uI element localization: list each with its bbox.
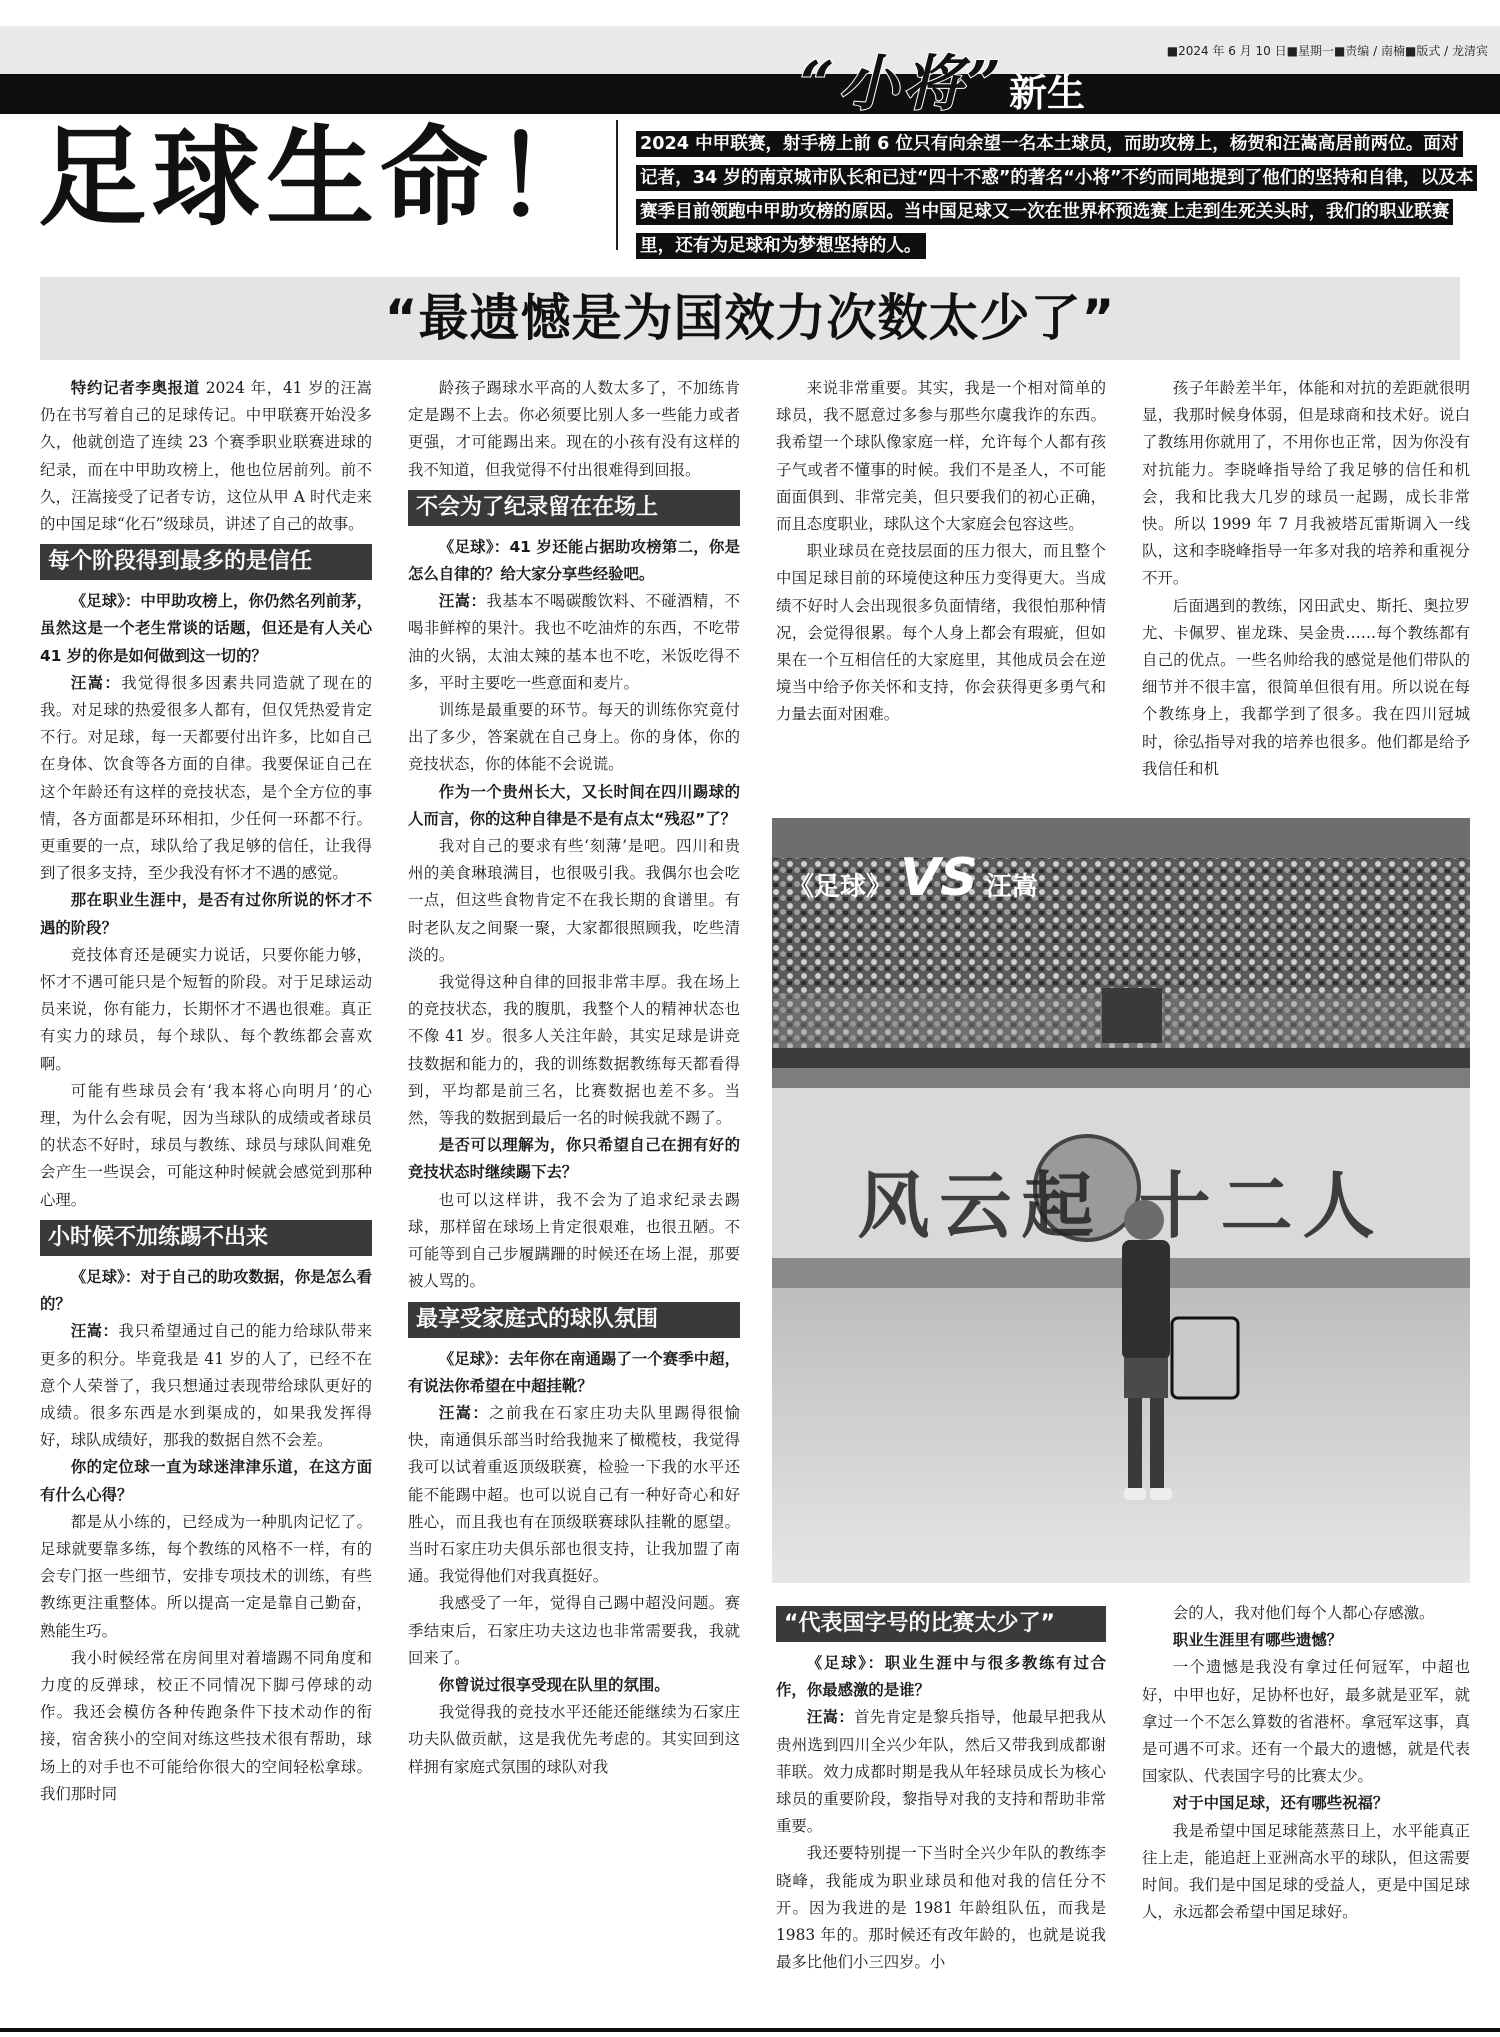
- column-5: [776, 1600, 1106, 1976]
- answer-text: 训练是最重要的环节。每天的训练你究竟付出了多少，答案就在自己身上。你的身体，你的竞技状态，你的体能不会说谎。: [408, 701, 740, 774]
- answer-text: 我对自己的要求有些‘刻薄’是吧。四川和贵州的美食琳琅满目，也很吸引我。我偶尔也会吃一点，但这些食物肯定不在我长期的食谱里。有时老队友之间聚一聚，大家都很照顾我，吃些清淡的。: [408, 837, 740, 964]
- intro-text: 2024 中甲联赛，射手榜上前 6 位只有向余望一名本土球员，而助攻榜上，杨贺和汪嵩高居前两位。面对记者，34 岁的南京城市队长和已过“四十不惑”的著名“小将”不约而同地提到了他们的坚持和自律，以及本赛季目前领跑中甲助攻榜的原因。当中国足球又一次在世界杯预选赛上走到生死关头时，我们的职业联赛里，还有为足球和为梦想坚持的人。: [636, 131, 1477, 259]
- byline: 特约记者李奥报道: [70, 379, 201, 397]
- question: 是否可以理解为，你只希望自己在拥有好的竞技状态时继续踢下去？: [408, 1136, 740, 1182]
- photo-caption: [788, 848, 1038, 908]
- section-kicker: [800, 30, 1086, 119]
- answer-text: 孩子年龄差半年，体能和对抗的差距就很明显，我那时候身体弱，但是球商和技术好。说白了教练用你就用了，不用你也正常，因为你没有对抗能力。李晓峰指导给了我足够的信任和机会，我和比我大几岁的球员一起踢，成长非常快。所以 1999 年 7 月我被塔瓦雷斯调入一线队，这和李晓峰指导一年多对我的培养和重视分不开。: [1142, 379, 1470, 588]
- answer-text: 都是从小练的，已经成为一种肌肉记忆了。足球就要靠多练，每个教练的风格不一样，有的会专门抠一些细节，安排专项技术的训练，有些教练更注重整体。所以提高一定是靠自己勤奋，熟能生巧。: [40, 1512, 372, 1640]
- masthead-black-bar: [0, 71, 1500, 115]
- answer-text: 我基本不喝碳酸饮料、不碰酒精，不喝非鲜榨的果汁。我也不吃油炸的东西，不吃带油的火锅，太油太辣的基本也不吃，米饭吃得不多，平时主要吃一些意面和麦片。: [408, 592, 740, 692]
- section-heading-record: 不会为了纪录留在在场上: [408, 490, 740, 526]
- title-divider: [616, 120, 618, 250]
- question: 《足球》：职业生涯中与很多教练有过合作，你最感激的是谁？: [776, 1654, 1106, 1700]
- answer-text: 我是希望中国足球能蒸蒸日上，水平能真正往上走，能追赶上亚洲高水平的球队，但这需要时间。我们是中国足球的受益人，更是中国足球人，永远都会希望中国足球好。: [1142, 1821, 1470, 1922]
- column-1: [40, 375, 372, 1808]
- answer-text: 后面遇到的教练，冈田武史、斯托、奥拉罗尤、卡佩罗、崔龙珠、吴金贵……每个教练都有自己的优点。一些名帅给我的感觉是他们带队的细节并不很丰富，很简单但很有用。所以说在每个教练身上，我都学到了很多。我在四川冠城时，徐弘指导对我的培养也很多。他们都是给予我信任和机: [1142, 596, 1470, 778]
- answer-text: 会的人，我对他们每个人都心存感激。: [1172, 1604, 1435, 1622]
- answer-text: 我感受了一年，觉得自己踢中超没问题。赛季结束后，石家庄功夫这边也非常需要我，我就回来了。: [408, 1594, 740, 1667]
- answer-text: 我觉得这种自律的回报非常丰厚。我在场上的竞技状态，我的腹肌，我整个人的精神状态也不像 41 岁。很多人关注年龄，其实足球是讲竞技数据和能力的，我的训练数据教练每天都看得到，平均都是前三名，比赛数据也差不多。当然，等我的数据到最后一名的时候我就不踢了。: [408, 973, 740, 1128]
- question: 《足球》：去年你在南通踢了一个赛季中超，有说法你希望在中超挂靴？: [408, 1349, 740, 1395]
- answer-text: 我觉得我的竞技水平还能还能继续为石家庄功夫队做贡献，这是我优先考虑的。其实回到这样拥有家庭式氛围的球队对我: [408, 1703, 740, 1776]
- column-2: [408, 375, 740, 1781]
- section-heading-childhood: 小时候不加练踢不出来: [40, 1220, 372, 1256]
- kicker-main: “小将”: [800, 49, 1006, 119]
- answer-text: 之前我在石家庄功夫队里踢得很愉快，南通俱乐部当时给我抛来了橄榄枝，我觉得我可以试着重返顶级联赛，检验一下我的水平还能不能踢中超。也可以说自己有一种好奇心和好胜心，而且我也有在顶级联赛球队挂靴的愿望。当时石家庄功夫俱乐部也很支持，让我加盟了南通。我觉得他们对我真挺好。: [408, 1403, 740, 1586]
- question: 作为一个贵州长大，又长时间在四川踢球的人而言，你的这种自律是不是有点太“残忍”了？: [408, 782, 740, 828]
- answer-text: 我只希望通过自己的能力给球队带来更多的积分。毕竟我是 41 岁的人了，已经不在意个人荣誉了，我只想通过表现带给球队更好的成绩。很多东西是水到渠成的，如果我发挥得好，球队成绩好，那我的数据自然不会差。: [40, 1322, 372, 1450]
- question: 你的定位球一直为球迷津津乐道，在这方面有什么心得？: [40, 1458, 372, 1504]
- stadium-banner-text: 风云起 十二人: [857, 1163, 1385, 1248]
- speaker-name: 汪嵩：: [70, 673, 122, 692]
- answer-text: 首先肯定是黎兵指导，他最早把我从贵州选到四川全兴少年队，然后又带我到成都谢菲联。效力成都时期是我从年轻球员成长为核心球员的重要阶段，黎指导对我的支持和帮助非常重要。: [776, 1708, 1106, 1836]
- page-title: 足球生命！: [38, 115, 609, 241]
- column-3: [776, 375, 1106, 729]
- caption-vs: VS: [900, 848, 978, 908]
- caption-right: 汪嵩: [985, 872, 1038, 902]
- speaker-name: 汪嵩：: [806, 1708, 855, 1727]
- answer-text: 可能有些球员会有‘我本将心向明月’的心理，为什么会有呢，因为当球队的成绩或者球员的状态不好时，球员与教练、球员与球队间难免会产生一些误会，可能这种时候就会感觉到那种心理。: [40, 1081, 372, 1209]
- kicker-sub: 新生: [1009, 71, 1086, 115]
- section-heading-family: 最享受家庭式的球队氛围: [408, 1302, 740, 1338]
- question: 对于中国足球，还有哪些祝福？: [1172, 1794, 1389, 1813]
- section-heading-national: “代表国字号的比赛太少了”: [776, 1606, 1106, 1642]
- speaker-name: 汪嵩：: [438, 592, 487, 611]
- question: 那在职业生涯中，是否有过你所说的怀才不遇的阶段？: [40, 891, 372, 937]
- answer-text: 我觉得很多因素共同造就了现在的我。对足球的热爱很多人都有，但仅凭热爱肯定不行。对足球，每一天都要付出许多，比如自己在身体、饮食等各方面的自律。我要保证自己在这个年龄还有这样的竞技状态，是个全方位的事情，各方面都是环环相扣，少任何一环都不行。更重要的一点，球队给了我足够的信任，让我得到了很多支持，至少我没有怀才不遇的感觉。: [40, 673, 372, 883]
- column-4: [1142, 375, 1470, 783]
- answer-text: 我小时候经常在房间里对着墙踢不同角度和力度的反弹球，校正不同情况下脚弓停球的动作。我还会模仿各种传跑条件下技术动作的衔接，宿舍狭小的空间对练这些技术很有帮助，球场上的对手也不可能给你很大的空间轻松拿球。我们那时同: [40, 1648, 372, 1803]
- answer-text: 来说非常重要。其实，我是一个相对简单的球员，我不愿意过多参与那些尔虞我诈的东西。我希望一个球队像家庭一样，允许每个人都有孩子气或者不懂事的时候。我们不是圣人，不可能面面俱到、非常完美，但只要我们的初心正确，而且态度职业，球队这个大家庭会包容这些。: [776, 379, 1106, 534]
- answer-text: 竞技体育还是硬实力说话，只要你能力够，怀才不遇可能只是个短暂的阶段。对于足球运动员来说，你有能力，长期怀才不遇也很难。真正有实力的球员，每个球队、每个教练都会喜欢啊。: [40, 945, 372, 1073]
- answer-text: 龄孩子踢球水平高的人数太多了，不加练肯定是踢不上去。你必须要比别人多一些能力或者更强，才可能踢出来。现在的小孩有没有这样的我不知道，但我觉得不付出很难得到回报。: [408, 379, 740, 479]
- question: 你曾说过很享受现在队里的氛围。: [438, 1675, 670, 1694]
- answer-text: 也可以这样讲，我不会为了追求纪录去踢球，那样留在球场上肯定很艰难，也很丑陋。不可能等到自己步履蹒跚的时候还在场上混，那要被人骂的。: [408, 1190, 740, 1291]
- intro-block: [636, 127, 1474, 263]
- answer-text: 一个遗憾是我没有拿过任何冠军，中超也好，中甲也好，足协杯也好，最多就是亚军，就拿过一个不怎么算数的省港杯。拿冠军这事，真是可遇不可求。还有一个最大的遗憾，就是代表国家队、代表国字号的比赛太少。: [1142, 1658, 1470, 1786]
- headline-quote: “最遗憾是为国效力次数太少了”: [384, 289, 1116, 347]
- dateline: ■2024 年 6 月 10 日■星期一■责编 / 南楠■版式 / 龙清宾: [1166, 44, 1488, 58]
- question: 职业生涯里有哪些遗憾？: [1172, 1631, 1343, 1650]
- question: 《足球》：41 岁还能占据助攻榜第二，你是怎么自律的？给大家分享些经验吧。: [408, 537, 740, 584]
- section-heading-trust: 每个阶段得到最多的是信任: [40, 544, 372, 580]
- column-6: [1142, 1600, 1470, 1926]
- question: 《足球》：中甲助攻榜上，你仍然名列前茅，虽然这是一个老生常谈的话题，但还是有人关心 41 岁的你是如何做到这一切的？: [40, 592, 372, 665]
- caption-left: 《足球》: [788, 872, 893, 902]
- page-bottom-rule: [0, 2028, 1500, 2032]
- answer-text: 我还要特别提一下当时全兴少年队的教练李晓峰，我能成为职业球员和他对我的信任分不开。因为我进的是 1981 年龄组队伍，而我是 1983 年的。那时候还有改年龄的，也就是说我最多比他们小三四岁。小: [776, 1844, 1106, 1972]
- speaker-name: 汪嵩：: [438, 1403, 490, 1422]
- speaker-name: 汪嵩：: [70, 1322, 119, 1341]
- question: 《足球》：对于自己的助攻数据，你是怎么看的？: [40, 1267, 372, 1314]
- lead-text: 2024 年，41 岁的汪嵩仍在书写着自己的足球传记。中甲联赛开始没多久，他就创造了连续 23 个赛季职业联赛进球的纪录，而在中甲助攻榜上，他也位居前列。前不久，汪嵩接受了记者专访，这位从甲 A 时代走来的中国足球“化石”级球员，讲述了自己的故事。: [40, 379, 372, 534]
- answer-text: 职业球员在竞技层面的压力很大，而且整个中国足球目前的环境使这种压力变得更大。当成绩不好时人会出现很多负面情绪，我很怕那种情况，会觉得很累。每个人身上都会有瑕疵，但如果在一个互相信任的大家庭里，其他成员会在逆境当中给予你关怀和支持，你会获得更多勇气和力量去面对困难。: [776, 542, 1106, 724]
